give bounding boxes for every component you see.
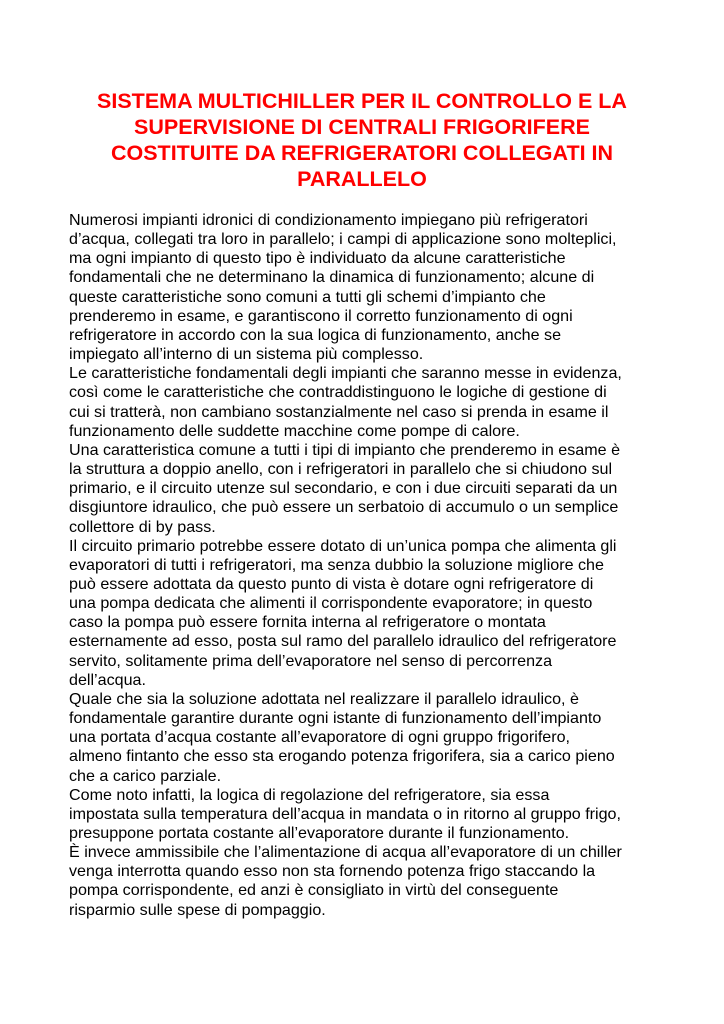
body-text-line: così come le caratteristiche che contraddistinguono le logiche di gestione di [69, 383, 607, 402]
body-text-line: cui si tratterà, non cambiano sostanzialmente nel caso si prenda in esame il [69, 402, 609, 421]
body-text-line: evaporatori di tutti i refrigeratori, ma senza dubbio la soluzione migliore che [69, 555, 604, 574]
body-text-line: prenderemo in esame, e garantiscono il corretto funzionamento di ogni [69, 306, 573, 325]
title-line: SUPERVISIONE DI CENTRALI FRIGORIFERE [134, 115, 590, 139]
body-text-line: Una caratteristica comune a tutti i tipi di impianto che prenderemo in esame è [69, 440, 621, 459]
body-text-line: pompa corrispondente, ed anzi è consigliato in virtù del conseguente [69, 881, 559, 900]
title-line: SISTEMA MULTICHILLER PER IL CONTROLLO E LA [97, 89, 627, 113]
body-text-line: almeno fintanto che esso sta erogando potenza frigorifera, sia a carico pieno [69, 747, 615, 766]
body-text-line: collettore di by pass. [69, 517, 216, 536]
body-text-line: caso la pompa può essere fornita interna al refrigeratore o montata [69, 613, 546, 632]
body-text-line: È invece ammissibile che l’alimentazione di acqua all’evaporatore di un chiller [69, 843, 622, 862]
body-text-line: queste caratteristiche sono comuni a tutti gli schemi d’impianto che [69, 287, 546, 306]
document-title [60, 88, 664, 192]
body-text-line: risparmio sulle spese di pompaggio. [69, 900, 326, 919]
document-body [69, 211, 669, 920]
body-text-line: una portata d’acqua costante all’evaporatore di ogni gruppo frigorifero, [69, 728, 571, 747]
body-text-line: Quale che sia la soluzione adottata nel realizzare il parallelo idraulico, è [69, 689, 579, 708]
body-text-line: fondamentale garantire durante ogni istante di funzionamento dell’impianto [69, 709, 602, 728]
body-text-line: refrigeratore in accordo con la sua logica di funzionamento, anche se [69, 325, 562, 344]
title-line: PARALLELO [297, 167, 427, 191]
body-text-line: Le caratteristiche fondamentali degli impianti che saranno messe in evidenza, [69, 364, 622, 383]
body-text-line: impiegato all’interno di un sistema più complesso. [69, 345, 424, 364]
body-text-line: può essere adottata da questo punto di vista è dotare ogni refrigeratore di [69, 574, 594, 593]
body-text-line: ma ogni impianto di questo tipo è individuato da alcune caratteristiche [69, 249, 566, 268]
body-text-line: Il circuito primario potrebbe essere dotato di un’unica pompa che alimenta gli [69, 536, 617, 555]
title-line: COSTITUITE DA REFRIGERATORI COLLEGATI IN [110, 141, 614, 165]
body-text-line: primario, e il circuito utenze sul secondario, e con i due circuiti separati da un [69, 479, 618, 498]
body-text-line: disgiuntore idraulico, che può essere un serbatoio di accumulo o un semplice [69, 498, 619, 517]
body-text-line: dell’acqua. [69, 670, 146, 689]
body-text-line: venga interrotta quando esso non sta fornendo potenza frigo staccando la [69, 862, 596, 881]
body-text-line: Numerosi impianti idronici di condizionamento impiegano più refrigeratori [69, 211, 588, 229]
body-text-line: funzionamento delle suddette macchine come pompe di calore. [69, 421, 520, 440]
body-text-line: una pompa dedicata che alimenti il corrispondente evaporatore; in questo [69, 594, 593, 613]
body-text-line: fondamentali che ne determinano la dinamica di funzionamento; alcune di [69, 268, 595, 287]
body-text-line: impostata sulla temperatura dell’acqua in mandata o in ritorno al gruppo frigo, [69, 804, 621, 823]
body-text-line: che a carico parziale. [69, 766, 222, 785]
body-text-line: la struttura a doppio anello, con i refrigeratori in parallelo che si chiudono sul [69, 460, 613, 479]
body-text-line: Come noto infatti, la logica di regolazione del refrigeratore, sia essa [69, 785, 550, 804]
body-text-line: presuppone portata costante all’evaporatore durante il funzionamento. [69, 824, 570, 842]
body-text-line: servito, solitamente prima dell’evaporatore nel senso di percorrenza [69, 651, 553, 670]
body-text-line: d’acqua, collegati tra loro in parallelo; i campi di applicazione sono molteplici, [69, 230, 617, 249]
body-text-line: esternamente ad esso, posta sul ramo del parallelo idraulico del refrigeratore [69, 632, 617, 651]
